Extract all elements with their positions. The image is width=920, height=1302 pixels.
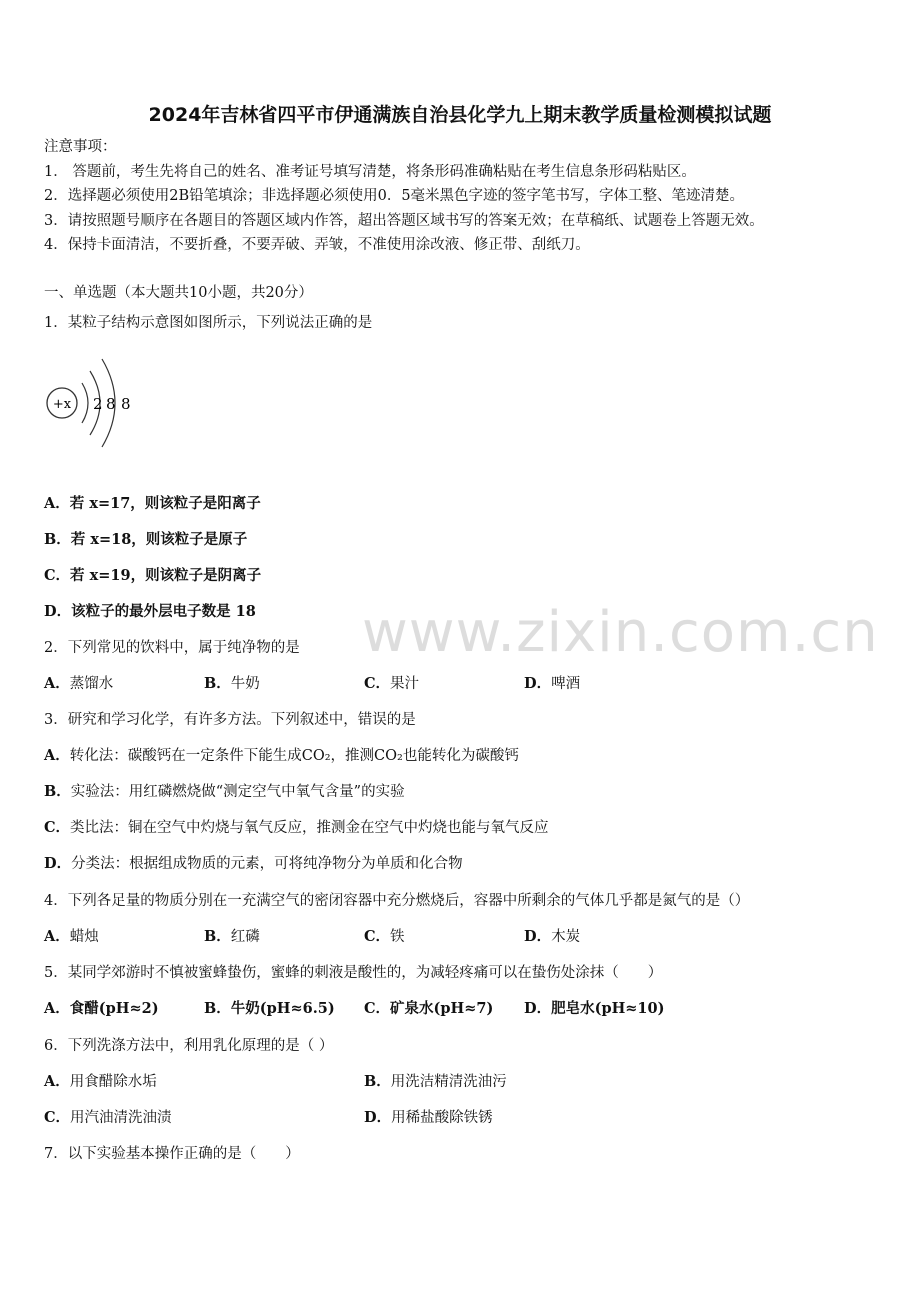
q5-stem: 5．某同学郊游时不慎被蜜蜂蛰伤，蜜蜂的刺液是酸性的，为减轻疼痛可以在蛰伤处涂抹（ ） bbox=[44, 965, 663, 981]
section-heading: 一、单选题（本大题共10小题，共20分） bbox=[44, 285, 313, 301]
notice-heading: 注意事项： bbox=[44, 139, 117, 155]
notice-item-1: 1． 答题前，考生先将自己的姓名、准考证号填写清楚，将条形码准确粘贴在考生信息条形码粘贴区。 bbox=[44, 164, 696, 180]
q2-option-b: B．牛奶 bbox=[204, 675, 260, 692]
watermark: www.zixin.com.cn bbox=[362, 600, 879, 665]
page-title: 2024年吉林省四平市伊通满族自治县化学九上期末教学质量检测模拟试题 bbox=[148, 104, 772, 126]
q4-options bbox=[44, 927, 864, 947]
q6-option-a: A．用食醋除水垢 bbox=[44, 1073, 157, 1090]
q1-stem: 1．某粒子结构示意图如图所示，下列说法正确的是 bbox=[44, 315, 373, 331]
q3-option-c: C．类比法：铜在空气中灼烧与氧气反应，推测金在空气中灼烧也能与氧气反应 bbox=[44, 819, 549, 836]
nucleus-label: +x bbox=[52, 397, 72, 412]
q4-option-b: B．红磷 bbox=[204, 928, 260, 945]
q1-option-c: C．若 x=19，则该粒子是阴离子 bbox=[44, 567, 262, 584]
q6-options-row-1 bbox=[44, 1072, 864, 1092]
q2-stem: 2．下列常见的饮料中，属于纯净物的是 bbox=[44, 640, 300, 656]
shell-count-1: 2 bbox=[93, 395, 103, 413]
q1-option-d: D．该粒子的最外层电子数是 18 bbox=[44, 603, 256, 620]
q6-option-b: B．用洗洁精清洗油污 bbox=[364, 1073, 507, 1090]
notice-item-2: 2．选择题必须使用2B铅笔填涂；非选择题必须使用0．5毫米黑色字迹的签字笔书写，字体工整、笔迹清楚。 bbox=[44, 188, 745, 204]
shell-count-3: 8 bbox=[121, 395, 131, 413]
q6-option-c: C．用汽油清洗油渍 bbox=[44, 1109, 172, 1126]
q1-option-a: A．若 x=17，则该粒子是阳离子 bbox=[44, 495, 261, 512]
q4-option-d: D．木炭 bbox=[524, 928, 581, 945]
q3-option-a: A．转化法：碳酸钙在一定条件下能生成CO₂，推测CO₂也能转化为碳酸钙 bbox=[44, 747, 519, 764]
q5-option-a: A．食醋(pH≈2) bbox=[44, 1000, 159, 1017]
q7-stem: 7．以下实验基本操作正确的是（ ） bbox=[44, 1146, 300, 1162]
notice-item-3: 3．请按照题号顺序在各题目的答题区域内作答，超出答题区域书写的答案无效；在草稿纸、试题卷上答题无效。 bbox=[44, 213, 764, 229]
shell-count-2: 8 bbox=[106, 395, 116, 413]
q5-option-b: B．牛奶(pH≈6.5) bbox=[204, 1000, 335, 1017]
q5-option-d: D．肥皂水(pH≈10) bbox=[524, 1000, 665, 1017]
notice-item-4: 4．保持卡面清洁，不要折叠，不要弄破、弄皱，不准使用涂改液、修正带、刮纸刀。 bbox=[44, 237, 590, 253]
q3-option-b: B．实验法：用红磷燃烧做“测定空气中氧气含量”的实验 bbox=[44, 783, 405, 800]
q6-option-d: D．用稀盐酸除铁锈 bbox=[364, 1109, 493, 1126]
q2-option-a: A．蒸馏水 bbox=[44, 675, 114, 692]
q4-option-a: A．蜡烛 bbox=[44, 928, 99, 945]
q6-options-row-2 bbox=[44, 1108, 864, 1128]
q2-option-c: C．果汁 bbox=[364, 675, 420, 692]
shell-arc-1 bbox=[82, 383, 88, 423]
q4-option-c: C．铁 bbox=[364, 928, 405, 945]
q4-stem: 4．下列各足量的物质分别在一充满空气的密闭容器中充分燃烧后，容器中所剩余的气体几乎都是氮气的是（） bbox=[44, 893, 750, 909]
q1-option-b: B．若 x=18，则该粒子是原子 bbox=[44, 531, 248, 548]
q5-option-c: C．矿泉水(pH≈7) bbox=[364, 1000, 494, 1017]
q2-options bbox=[44, 674, 864, 694]
atom-structure-diagram bbox=[44, 345, 144, 461]
q2-option-d: D．啤酒 bbox=[524, 675, 581, 692]
q6-stem: 6．下列洗涤方法中，利用乳化原理的是（ ） bbox=[44, 1038, 334, 1054]
q3-stem: 3．研究和学习化学，有许多方法。下列叙述中，错误的是 bbox=[44, 712, 416, 728]
q5-options bbox=[44, 999, 864, 1019]
q3-option-d: D．分类法：根据组成物质的元素，可将纯净物分为单质和化合物 bbox=[44, 855, 463, 872]
